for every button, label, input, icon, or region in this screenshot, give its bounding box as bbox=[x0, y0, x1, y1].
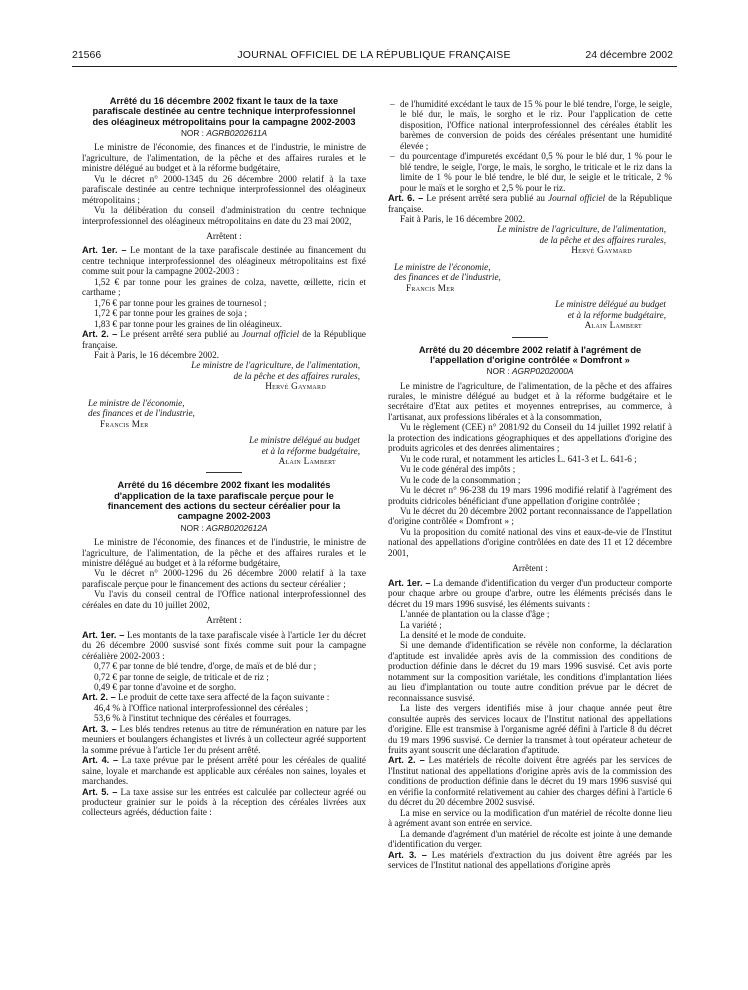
preamble-paragraph: Vu le code rural, et notamment les articles L. 641-3 et L. 641-6 ; bbox=[400, 453, 637, 464]
signatory-title: Le ministre délégué au budget bbox=[555, 299, 666, 310]
article-paragraph: Art. 4. – La taxe prévue par le présent arrêté pour les céréales de qualité saine, loyale et marchande est applicable aux céréales non saines, loyales et marchandes. bbox=[82, 755, 367, 787]
preamble-paragraph: Vu l'avis du conseil central de l'Office national interprofessionnel des céréales en date du 10 juillet 2002, bbox=[82, 589, 366, 610]
article-label: Art. 4. – bbox=[82, 755, 119, 766]
rate-item: 1,76 € par tonne pour les graines de tournesol ; bbox=[94, 297, 267, 308]
article-paragraph: Art. 2. – Le présent arrêté sera publié au Journal officiel de la République française. bbox=[82, 329, 367, 350]
signatory-title: et à la réforme budgétaire, bbox=[567, 309, 666, 320]
signatory-title: Le ministre de l'économie, bbox=[394, 261, 491, 272]
rate-item: 0,77 € par tonne de blé tendre, d'orge, de maïs et de blé dur ; bbox=[94, 661, 317, 672]
rate-item: 1,83 € par tonne pour les graines de lin oléagineux. bbox=[94, 318, 283, 329]
article-paragraph: Art. 5. – La taxe assise sur les entrées est calculée par collecteur agréé ou producteur grainier sur le poids à la réception des céréales livrées aux collecteurs agréés, déduction faite : bbox=[82, 786, 367, 818]
section-separator bbox=[206, 472, 242, 473]
signatory-title: des finances et de l'industrie, bbox=[88, 408, 195, 419]
arrete-title: Arrêté du 16 décembre 2002 fixant le taux de la taxe parafiscale destinée au centre technique interprofessionnel des oléagineux métropolitains pour la campagne 2002-2003 bbox=[92, 96, 356, 127]
signature-date: Fait à Paris, le 16 décembre 2002. bbox=[400, 213, 526, 224]
preamble-paragraph: Vu la proposition du comité national des vins et eaux-de-vie de l'Institut national des appellations d'origine contrôlées en date des 11 et 12 décembre 2001, bbox=[388, 526, 672, 558]
journal-title: JOURNAL OFFICIEL DE LA RÉPUBLIQUE FRANÇAISE bbox=[237, 49, 511, 61]
deduction-item: – de l'humidité excédant le taux de 15 % pour le blé tendre, l'orge, le seigle, le blé dur, le maïs, le sorgho et le riz. Pour l'application de cette disposition, l'Office national interprofessionnel des céréales établit les barèmes de conversion de poids des céréales présentant une humidité élevée ; bbox=[388, 99, 672, 151]
rate-item: 1,52 € par tonne pour les graines de colza, navette, œillette, ricin et carthame ; bbox=[82, 276, 366, 298]
right-column bbox=[388, 99, 672, 870]
article-label: Art. 5. – bbox=[82, 786, 118, 797]
share-item: 53,6 % à l'institut technique des céréales et fourrages. bbox=[94, 713, 292, 724]
left-column bbox=[82, 96, 366, 818]
article-label: Art. 6. – bbox=[388, 193, 424, 204]
signatory-name: Alain Lambert bbox=[278, 456, 336, 467]
article-paragraph: Art. 3. – Les blés tendres retenus au titre de rémunération en nature par les meuniers et boulangers échangistes et livrés à un collecteur agréé supportent la somme prévue à l'article 1er du présent arrêté. bbox=[82, 723, 367, 755]
article-paragraph: Art. 2. – Les matériels de récolte doivent être agréés par les services de l'Institut national des appellations d'origine après avis de la commission des conditions de production définie dans le décret du 19 mars 1996 susvisé qui en vérifie la conformité relativement au cahier des charges défini à l'article 6 du décret du 20 décembre 2002 susvisé. bbox=[388, 755, 673, 808]
signatory-name: Francis Mer bbox=[100, 418, 149, 429]
preamble-paragraph: Vu le décret du 20 décembre 2002 portant reconnaissance de l'appellation d'origine contrôlée « Domfront » ; bbox=[388, 506, 672, 527]
rate-item: 0,49 € par tonne d'avoine et de sorgho. bbox=[94, 682, 237, 693]
preamble-paragraph: Vu la délibération du conseil d'administration du centre technique interprofessionnel des oléagineux métropolitains en date du 23 mai 2002, bbox=[82, 205, 366, 226]
article-label: Art. 1er. – bbox=[388, 577, 431, 588]
share-item: 46,4 % à l'Office national interprofessionnel des céréales ; bbox=[94, 702, 308, 713]
nor-reference: NOR : AGRB0202611A bbox=[180, 127, 268, 138]
article-paragraph: Art. 2. – Le produit de cette taxe sera affecté de la façon suivante : bbox=[82, 692, 330, 703]
section-separator bbox=[512, 337, 548, 338]
deduction-item: – du pourcentage d'impuretés excédant 0,5 % pour le blé dur, 1 % pour le blé tendre, le seigle, l'orge, le maïs, le sorgho, le triticale et le riz dans la limite de 1 % pour le blé tendre, le blé dur, le seigle et le triticale, 2 % pour le maïs et le sorgho et 2,5 % pour le riz. bbox=[388, 151, 672, 193]
article-label: Art. 3. – bbox=[82, 723, 117, 734]
signatory-name: Alain Lambert bbox=[584, 320, 642, 331]
signatory-title: de la pêche et des affaires rurales, bbox=[539, 234, 666, 245]
article-label: Art. 2. – bbox=[388, 755, 425, 766]
signature-date: Fait à Paris, le 16 décembre 2002. bbox=[94, 349, 220, 360]
nor-reference: NOR : AGRP0202000A bbox=[486, 366, 574, 377]
preamble-paragraph: Vu le décret n° 96-238 du 19 mars 1996 modifié relatif à l'agrément des produits cidricoles bénéficiant d'une appellation d'origine contrôlée ; bbox=[388, 485, 672, 506]
arrete-title: Arrêté du 16 décembre 2002 fixant les modalités d'application de la taxe parafiscale perçue pour le financement des actions du secteur céréalier pour la campagne 2002-2003 bbox=[107, 480, 341, 522]
article-paragraph: Art. 6. – Le présent arrêté sera publié au Journal officiel de la République française. bbox=[388, 193, 673, 214]
signatory-title: de la pêche et des affaires rurales, bbox=[233, 370, 360, 381]
page-header bbox=[0, 49, 748, 63]
rate-item: 0,72 € par tonne de seigle, de triticale et de riz ; bbox=[94, 671, 269, 682]
preamble-paragraph: Vu le décret n° 2000-1345 du 26 décembre 2000 relatif à la taxe parafiscale destinée au centre technique interprofessionnel des oléagineux métropolitains ; bbox=[82, 173, 366, 205]
preamble-paragraph: Le ministre de l'économie, des finances et de l'industrie, le ministre de l'agriculture, de l'alimentation, de la pêche et des affaires rurales et le ministre délégué au budget et à la réforme budgétaire, bbox=[82, 142, 366, 174]
arretent-heading: Arrêtent : bbox=[206, 615, 242, 626]
preamble-paragraph: Vu le code de la consommation ; bbox=[400, 474, 521, 485]
preamble-paragraph: Vu le décret n° 2000-1296 du 26 décembre 2000 relatif à la taxe parafiscale perçue pour le financement des actions du secteur céréalier ; bbox=[82, 568, 366, 589]
article-label: Art. 3. – bbox=[388, 849, 427, 860]
list-item: L'année de plantation ou la classe d'âge ; bbox=[400, 609, 550, 620]
preamble-paragraph: Vu le code général des impôts ; bbox=[400, 464, 516, 475]
signatory-title: et à la réforme budgétaire, bbox=[261, 445, 360, 456]
page-number: 21566 bbox=[72, 49, 102, 61]
body-paragraph: La liste des vergers identifiés mise à jour chaque année peut être consultée auprès des services locaux de l'Institut national des appellations d'origine. Elle est transmise à l'organisme agréé défini à l'article 8 du décret du 19 mars 1996 susvisé. Ce dernier la transmet à tout opérateur acheteur de fruits ayant souscrit une déclaration d'aptitude. bbox=[388, 703, 672, 755]
signatory-name: Francis Mer bbox=[406, 282, 455, 293]
signatory-name: Hervé Gaymard bbox=[265, 381, 326, 392]
article-label: Art. 2. – bbox=[82, 329, 118, 340]
list-item: La variété ; bbox=[400, 619, 442, 630]
signatory-title: des finances et de l'industrie, bbox=[394, 272, 501, 283]
rate-item: 1,72 € par tonne pour les graines de soja ; bbox=[94, 308, 248, 319]
nor-reference: NOR : AGRB0202612A bbox=[180, 522, 268, 533]
signatory-title: Le ministre de l'agriculture, de l'alimentation, bbox=[497, 224, 666, 235]
preamble-paragraph: Le ministre de l'économie, des finances et de l'industrie, le ministre de l'agriculture, de l'alimentation, de la pêche et des affaires rurales et le ministre délégué au budget et à la réforme budgétaire, bbox=[82, 537, 366, 569]
arrete-title: Arrêté du 20 décembre 2002 relatif à l'agrément de l'appellation d'origine contrôlée « Domfront » bbox=[418, 344, 642, 365]
signatory-title: Le ministre de l'agriculture, de l'alimentation, bbox=[191, 360, 360, 371]
header-rule bbox=[72, 66, 677, 67]
article-paragraph: Art. 1er. – La demande d'identification du verger d'un producteur comporte pour chaque arbre ou groupe d'arbre, outre les éléments précisés dans le décret du 19 mars 1996 susvisé, les éléments suivants : bbox=[388, 577, 672, 609]
arretent-heading: Arrêtent : bbox=[512, 563, 548, 574]
article-paragraph: Art. 1er. – Le montant de la taxe parafiscale destinée au financement du centre technique interprofessionnel des oléagineux métropolitains est fixé comme suit pour la campagne 2002-2003 : bbox=[82, 245, 367, 277]
body-paragraph: La demande d'agrément d'un matériel de récolte est jointe à une demande d'identification du verger. bbox=[388, 828, 672, 850]
article-label: Art. 2. – bbox=[82, 692, 116, 703]
article-paragraph: Art. 1er. – Les montants de la taxe parafiscale visée à l'article 1er du décret du 26 décembre 2000 susvisé sont fixés comme suit pour la campagne céréalière 2002-2003 : bbox=[82, 629, 367, 661]
signatory-name: Hervé Gaymard bbox=[571, 245, 632, 256]
signatory-title: Le ministre de l'économie, bbox=[88, 397, 185, 408]
list-item: La densité et le mode de conduite. bbox=[400, 629, 526, 640]
article-paragraph: Art. 3. – Les matériels d'extraction du jus doivent être agréés par les services de l'Institut national des appellations d'origine après bbox=[388, 849, 673, 870]
body-paragraph: La mise en service ou la modification d'un matériel de récolte donne lieu à agrément avant son entrée en service. bbox=[388, 807, 672, 829]
arretent-heading: Arrêtent : bbox=[206, 230, 242, 241]
article-label: Art. 1er. – bbox=[82, 629, 125, 640]
preamble-paragraph: Vu le règlement (CEE) n° 2081/92 du Conseil du 14 juillet 1992 relatif à la protection des indications géographiques et des appellations d'origine des produits agricoles et des denrées alimentaires ; bbox=[388, 422, 672, 454]
body-paragraph: Si une demande d'identification se révèle non conforme, la déclaration d'aptitude est invalidée après avis de la commission des conditions de production définie dans le décret du 19 mars 1996 susvisé. Cet avis porte notamment sur la composition variétale, les conditions d'implantation liées au lieu d'implantation ou toute autre condition prévue par le décret de reconnaissance susvisé. bbox=[388, 640, 672, 703]
issue-date: 24 décembre 2002 bbox=[585, 49, 673, 61]
signatory-title: Le ministre délégué au budget bbox=[249, 435, 360, 446]
article-label: Art. 1er. – bbox=[82, 245, 127, 256]
preamble-paragraph: Le ministre de l'agriculture, de l'alimentation, de la pêche et des affaires rurales, le ministre délégué au budget et à la réforme budgétaire et le secrétaire d'Etat aux petites et moyennes entreprises, au commerce, à l'artisanat, aux professions libérales et à la consommation, bbox=[388, 380, 672, 422]
